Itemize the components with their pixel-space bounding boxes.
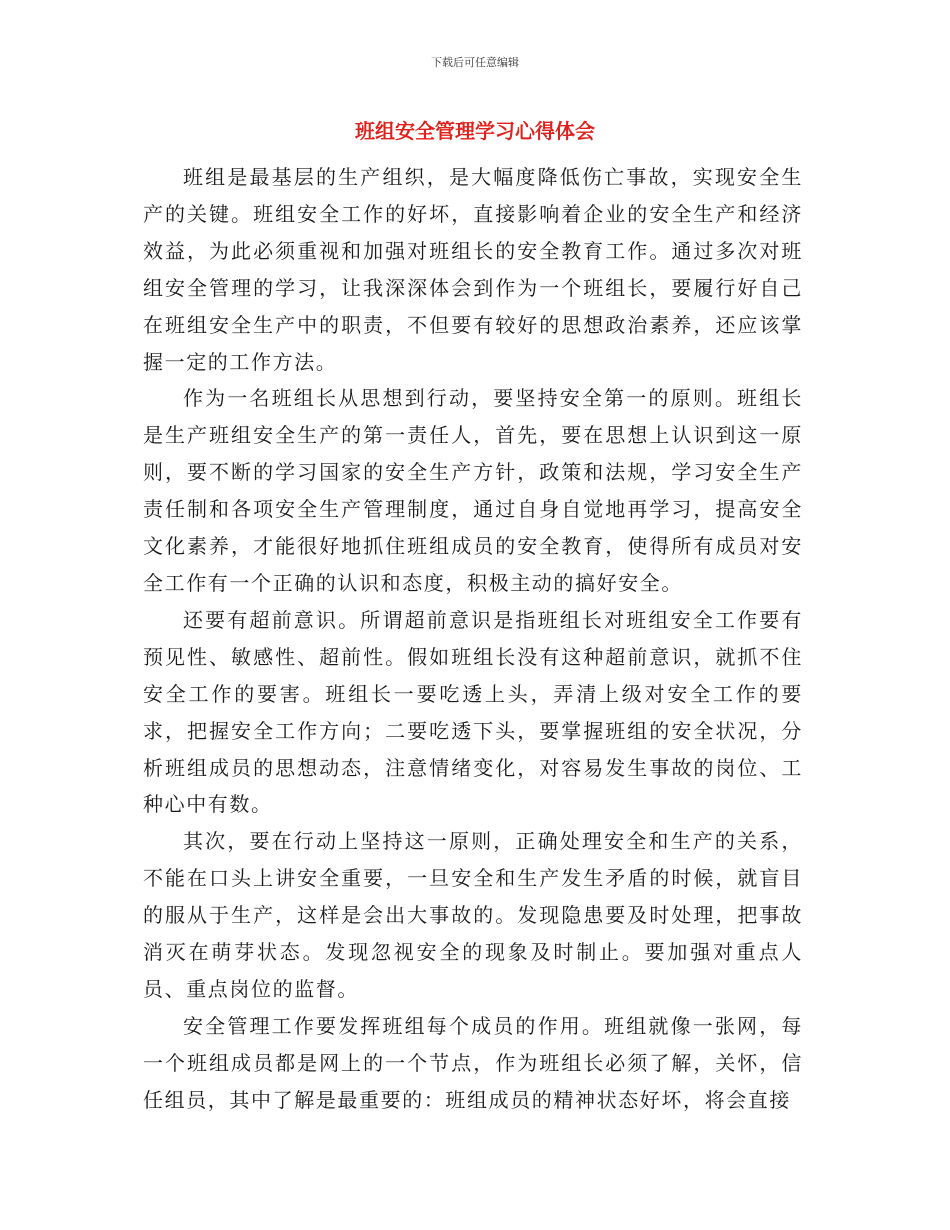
document-body [143,159,803,1119]
header-note: 下载后可任意编辑 [431,56,519,69]
document-title: 班组安全管理学习心得体会 [355,119,595,143]
paragraph: 安全管理工作要发挥班组每个成员的作用。班组就像一张网，每一个班组成员都是网上的一个节点，作为班组长必须了解，关怀，信任组员，其中了解是最重要的：班组成员的精神状态好坏，将会直接 [143,1013,803,1112]
paragraph: 班组是最基层的生产组织，是大幅度降低伤亡事故，实现安全生产的关键。班组安全工作的好坏，直接影响着企业的安全生产和经济效益，为此必须重视和加强对班组长的安全教育工作。通过多次对班组安全管理的学习，让我深深体会到作为一个班组长，要履行好自己在班组安全生产中的职责，不但要有较好的思想政治素养，还应该掌握一定的工作方法。 [143,165,803,374]
paragraph: 其次，要在行动上坚持这一原则，正确处理安全和生产的关系，不能在口头上讲安全重要，一旦安全和生产发生矛盾的时候，就盲目的服从于生产，这样是会出大事故的。发现隐患要及时处理，把事故消灭在萌芽状态。发现忽视安全的现象及时制止。要加强对重点人员、重点岗位的监督。 [143,829,803,1001]
paragraph: 还要有超前意识。所谓超前意识是指班组长对班组安全工作要有预见性、敏感性、超前性。假如班组长没有这种超前意识，就抓不住安全工作的要害。班组长一要吃透上头，弄清上级对安全工作的要求，把握安全工作方向；二要吃透下头，要掌握班组的安全状况，分析班组成员的思想动态，注意情绪变化，对容易发生事故的岗位、工种心中有数。 [143,607,803,817]
paragraph: 作为一名班组长从思想到行动，要坚持安全第一的原则。班组长是生产班组安全生产的第一责任人，首先，要在思想上认识到这一原则，要不断的学习国家的安全生产方针，政策和法规，学习安全生产责任制和各项安全生产管理制度，通过自身自觉地再学习，提高安全文化素养，才能很好地抓住班组成员的安全教育，使得所有成员对安全工作有一个正确的认识和态度，积极主动的搞好安全。 [143,386,803,595]
